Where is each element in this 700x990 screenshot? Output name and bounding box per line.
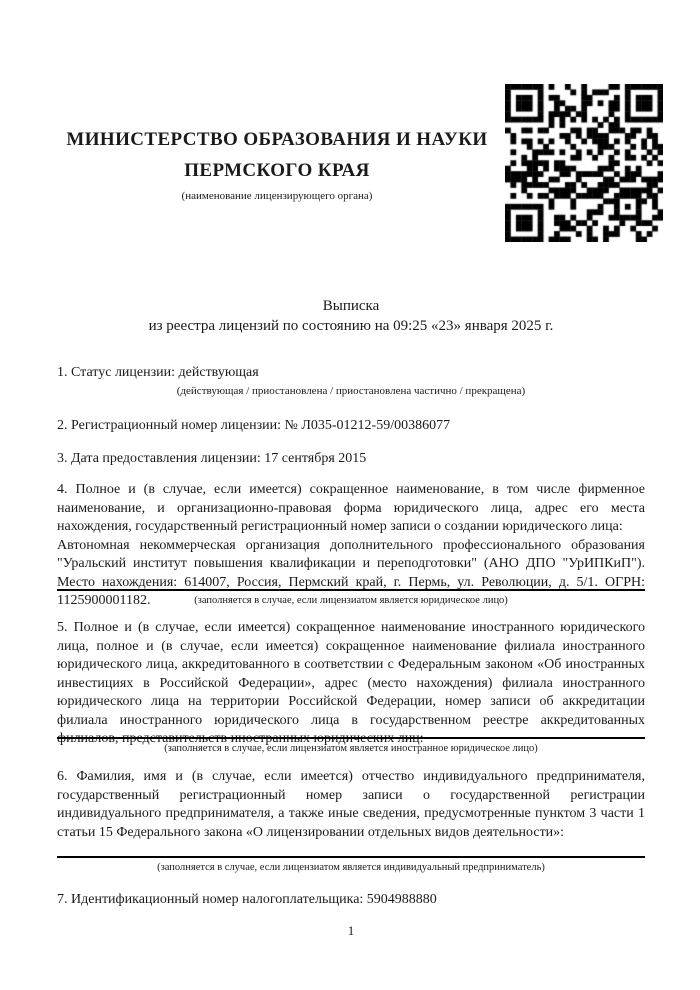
- item-4-answer: Автономная некоммерческая организация дополнительного профессионального образования "Уральский институт повышения квалификации и переподготовки" (АНО ДПО "УрИПКиП"). Место нахождения: 614007, Россия, Пермский край, г. Пермь, ул. Революции, д. 5/1. ОГРН: 1125900001182.: [57, 537, 645, 608]
- document-subtitle: из реестра лицензий по состоянию на 09:25 «23» января 2025 г.: [148, 318, 554, 334]
- item-6-caption: (заполняется в случае, если лицензиатом является индивидуальный предприниматель): [157, 862, 545, 873]
- item-5-question: 5. Полное и (в случае, если имеется) сокращенное наименование иностранного юридического лица, полное и (в случае, если имеется) сокращенное наименование филиала иностранного юридического лица, аккредитованного в соответствии с Федеральным законом «Об иностранных инвестициях в Российской Федерации», адрес (место нахождения) филиала иностранного юридического лица на территории Российской Федерации, номер записи об аккредитации филиала иностранного юридического лица в государственном реестре аккредитованных филиалов, представительств иностранных юридических лиц:: [57, 620, 645, 746]
- item-5-foreign-entity: [57, 619, 645, 749]
- item-5-fill-line: [57, 737, 645, 739]
- item-4-fill-line: [57, 589, 645, 591]
- item-4-legal-entity: [57, 481, 645, 611]
- licensing-authority-header: [57, 124, 497, 203]
- item-6-fill-line: [57, 856, 645, 858]
- authority-caption: (наименование лицензирующего органа): [181, 190, 373, 202]
- item-7-taxpayer-number: 7. Идентификационный номер налогоплательщика: 5904988880: [57, 892, 437, 907]
- authority-name-line2: ПЕРМСКОГО КРАЯ: [184, 160, 370, 181]
- document-title: Выписка: [322, 298, 380, 314]
- item-4-caption: (заполняется в случае, если лицензиатом является юридическое лицо): [194, 595, 508, 606]
- item-6-entrepreneur: [57, 768, 645, 842]
- item-6-question: 6. Фамилия, имя и (в случае, если имеется) отчество индивидуального предпринимателя, государственный регистрационный номер записи о государственной регистрации индивидуального предпринимателя, а также иные сведения, предусмотренные пунктом 3 части 1 статьи 15 Федерального закона «О лицензировании отдельных видов деятельности»:: [57, 769, 645, 840]
- item-2-registration-number: 2. Регистрационный номер лицензии: № Л035-01212-59/00386077: [57, 418, 451, 433]
- document-title-block: [57, 296, 645, 336]
- qr-code-icon: [505, 84, 663, 242]
- item-3-grant-date: 3. Дата предоставления лицензии: 17 сентября 2015: [57, 451, 367, 466]
- page-number: 1: [347, 923, 355, 938]
- item-4-question: 4. Полное и (в случае, если имеется) сокращенное наименование, в том числе фирменное наименование, и организационно-правовая форма юридического лица, адрес его места нахождения, государственный регистрационный номер записи о создании юридического лица:: [57, 482, 645, 534]
- item-5-caption: (заполняется в случае, если лицензиатом является иностранное юридическое лицо): [164, 743, 538, 754]
- item-1-status-options-caption: (действующая / приостановлена / приостановлена частично / прекращена): [176, 385, 526, 397]
- item-1-license-status: 1. Статус лицензии: действующая: [57, 365, 259, 380]
- authority-name-line1: МИНИСТЕРСТВО ОБРАЗОВАНИЯ И НАУКИ: [66, 129, 488, 150]
